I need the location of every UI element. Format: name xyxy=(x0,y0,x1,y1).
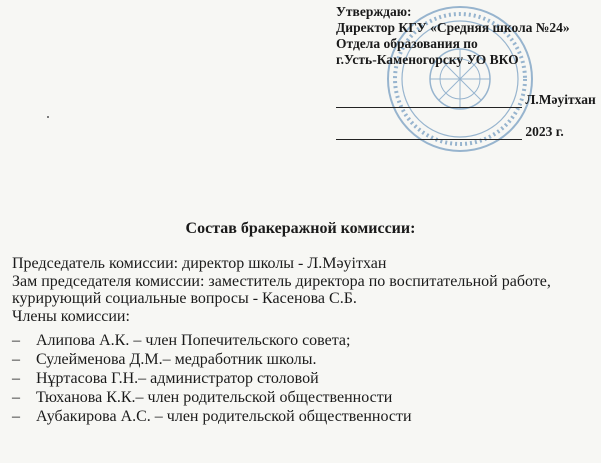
approval-block xyxy=(336,4,598,68)
date-line xyxy=(336,124,564,140)
date-blank xyxy=(336,125,522,140)
list-item xyxy=(12,350,592,369)
member-text: Сулейменова Д.М.– медработник школы. xyxy=(36,351,317,368)
approval-line: Утверждаю: xyxy=(336,4,412,19)
list-item xyxy=(12,331,592,350)
list-item xyxy=(12,388,592,407)
approval-line: г.Усть-Каменогорску УО ВКО xyxy=(336,52,519,67)
member-text: Аубакирова А.С. – член родительской общественности xyxy=(36,408,412,425)
member-text: Тюханова К.К.– член родительской общественности xyxy=(36,389,393,406)
bullet-dash: – xyxy=(12,370,20,387)
document-title: Состав бракеражной комиссии: xyxy=(185,220,416,237)
list-item xyxy=(12,407,592,426)
members-heading: Члены комиссии: xyxy=(12,307,130,325)
member-text: Алипова А.К. – член Попечительского совета; xyxy=(36,332,351,349)
bullet-dash: – xyxy=(12,408,20,425)
signature-name: Л.Мәуітхан xyxy=(525,92,596,107)
approval-line: Отдела образования по xyxy=(336,36,478,51)
members-list xyxy=(12,331,592,426)
approval-line: Директор КГУ «Средняя школа №24» xyxy=(336,20,570,35)
bullet-dash: – xyxy=(12,351,20,368)
bullet-dash: – xyxy=(12,332,20,349)
bullet-dash: – xyxy=(12,389,20,406)
stray-dot xyxy=(47,116,49,118)
list-item xyxy=(12,369,592,388)
signature-blank xyxy=(336,93,522,108)
deputy-line: Зам председателя комиссии: заместитель директора по воспитательной работе, курирующий социальные вопросы - Касенова С.Б. xyxy=(12,272,551,307)
signature-line xyxy=(336,92,596,108)
member-text: Нұртасова Г.Н.– администратор столовой xyxy=(36,370,319,387)
date-year: 2023 г. xyxy=(525,124,564,139)
document-body xyxy=(12,255,592,426)
chair-line: Председатель комиссии: директор школы - Л.Мәуітхан xyxy=(12,255,387,272)
